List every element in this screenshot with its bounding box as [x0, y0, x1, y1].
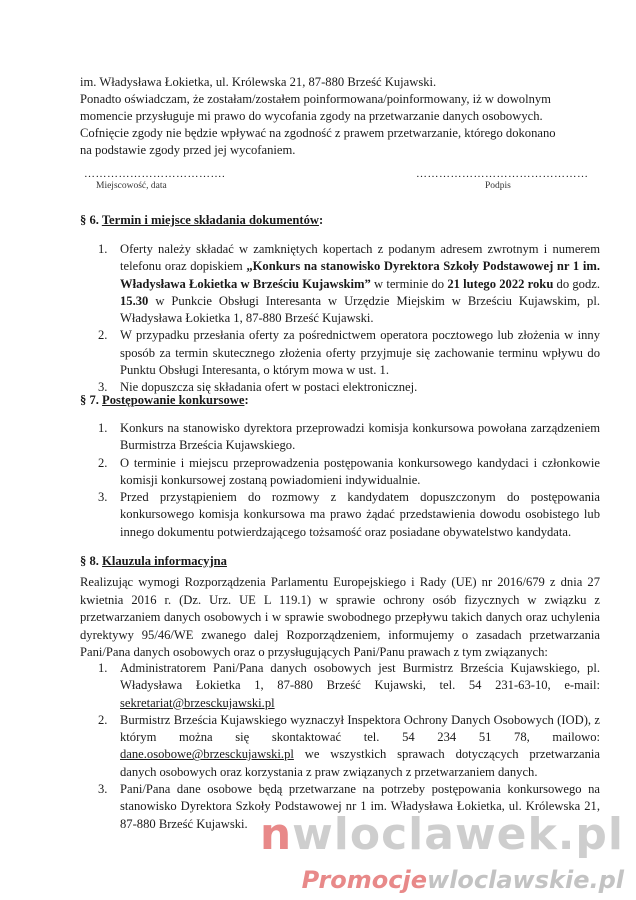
section-8-heading: § 8. Klauzula informacyjna [80, 554, 227, 568]
intro-line-3: momencie przysługuje mi prawo do wycofania zgody na przetwarzanie danych osobowych. [80, 109, 543, 123]
list-item: 3. Przed przystąpieniem do rozmowy z kandydatem dopuszczonym do postępowania konkursowego komisja konkursowa ma prawo żądać przedstawienia dowodu osobistego lub innego dokumentu potwierdzającego tożsamość oraz posiadane obywatelstwo kandydata. [98, 490, 600, 539]
section-8-title: Klauzula informacyjna [102, 554, 227, 568]
intro-line-1: im. Władysława Łokietka, ul. Królewska 21, 87-880 Brześć Kujawski. [80, 75, 437, 89]
intro-line-4: Cofnięcie zgody nie będzie wpływać na zgodność z prawem przetwarzanie, którego dokonano [80, 126, 556, 140]
email-link-iod[interactable]: dane.osobowe@brzesckujawski.pl [120, 747, 294, 762]
section-8-list [80, 660, 600, 833]
list-item: 1. Administratorem Pani/Pana danych osobowych jest Burmistrz Brześcia Kujawskiego, pl. Władysława Łokietka 1, 87-880 Brześć Kujawski, tel. 54 231-63-10, e-mail: sekretariat@brzesckujawski.pl [98, 661, 600, 710]
email-link-sekretariat[interactable]: sekretariat@brzesckujawski.pl [120, 695, 275, 710]
list-item: 2. O terminie i miejscu przeprowadzenia postępowania konkursowego kandydaci i członkowie komisji konkursowej zostaną powiadomieni indywidualnie. [98, 455, 600, 487]
section-7-heading: § 7. Postępowanie konkursowe: [80, 393, 249, 407]
section-7-list [80, 420, 600, 541]
signature-caption: Podpis [485, 181, 511, 191]
list-item: 3. Pani/Pana dane osobowe będą przetwarzane na potrzeby postępowania konkursowego na stanowisko Dyrektora Szkoły Podstawowej nr 1 im. Władysława Łokietka, ul. Królewska 21, 87-880 Brześć Kujawski. [98, 782, 600, 831]
section-8-intro: Realizując wymogi Rozporządzenia Parlamentu Europejskiego i Rady (UE) nr 2016/679 z dnia 27 kwietnia 2016 r. (Dz. Urz. UE L 119.1) w sprawie ochrony osób fizycznych w związku z przetwarzaniem danych osobowych i w sprawie swobodnego przepływu takich danych oraz uchylenia dyrektywy 95/46/WE zwanego dalej Rozporządzeniem, informujemy o zasadach przetwarzania Pani/Pana danych osobowych oraz o przysługujących Pani/Panu prawach z tym związanych: [80, 575, 600, 659]
list-item: 1. Konkurs na stanowisko dyrektora przeprowadzi komisja konkursowa powołana zarządzeniem Burmistrza Brześcia Kujawskiego. [98, 421, 600, 453]
section-6-title: Termin i miejsce składania dokumentów [101, 213, 319, 227]
signature-dots: ……………………………………… [416, 168, 589, 180]
list-item: 2. W przypadku przesłania oferty za pośrednictwem operatora pocztowego lub złożenia w inny sposób za termin skutecznego złożenia oferty przyjmuje się zachowanie terminu wpływu do Punktu Obsługi Interesanta, o którym mowa w ust. 1. [98, 328, 600, 378]
section-6-heading: § 6. Termin i miejsce składania dokumentów: [80, 213, 324, 227]
section-7-title: Postępowanie konkursowe [102, 393, 245, 407]
watermark-promocje: Promocjewloclawskie.pl [301, 866, 624, 894]
watermark-nwloclawek: nwloclawek.pl [259, 809, 624, 860]
intro-line-5: na podstawie zgody przed jej wycofaniem. [80, 143, 296, 157]
list-item: 3. Nie dopuszcza się składania ofert w postaci elektronicznej. [98, 380, 418, 395]
place-date-dots: ………………………………. [84, 168, 226, 180]
place-date-caption: Miejscowość, data [96, 181, 167, 191]
intro-line-2: Ponadto oświadczam, że zostałam/zostałem poinformowana/poinformowany, iż w dowolnym [80, 92, 551, 106]
list-item: 1. Oferty należy składać w zamkniętych kopertach z podanym adresem zwrotnym i numerem telefonu oraz dopiskiem „Konkurs na stanowisko Dyrektora Szkoły Podstawowej nr 1 im. Władysława Łokietka w Brześciu Kujawskim” w terminie do 21 lutego 2022 roku do godz. 15.30 w Punkcie Obsługi Interesanta w Urzędzie Miejskim w Brześciu Kujawskim, pl. Władysława Łokietka 1, 87-880 Brześć Kujawski. [98, 242, 600, 326]
section-6-list [80, 241, 600, 397]
list-item: 2. Burmistrz Brześcia Kujawskiego wyznaczył Inspektora Ochrony Danych Osobowych (IOD), z którym można się skontaktować tel. 54 234 51 78, mailowo: dane.osobowe@brzesckujawski.pl we wszystkich sprawach dotyczących przetwarzania danych osobowych oraz korzystania z praw związanych z przetwarzaniem danych. [98, 712, 600, 779]
